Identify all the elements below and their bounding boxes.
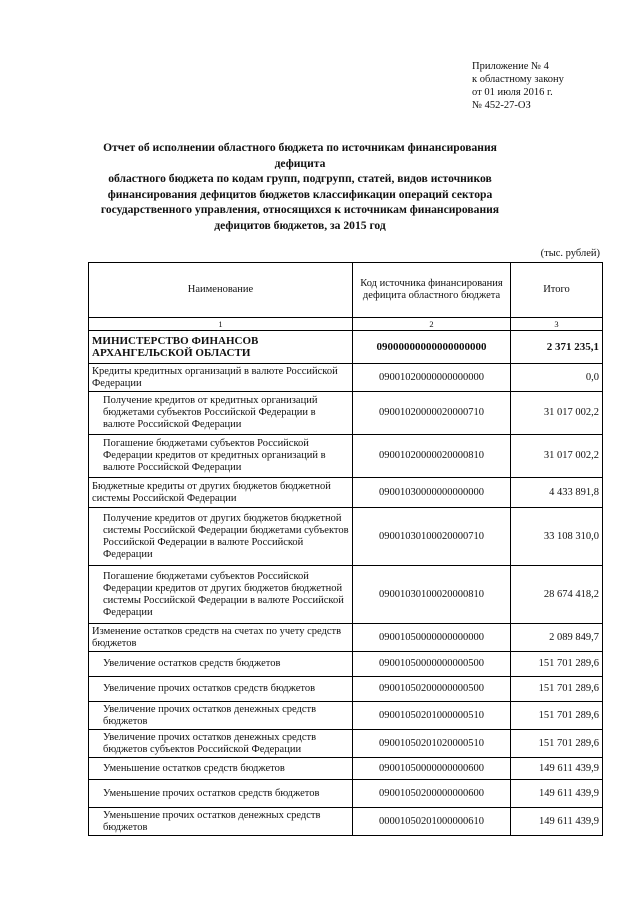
table-row xyxy=(89,808,603,836)
table-row xyxy=(89,392,603,435)
row-total: 149 611 439,9 xyxy=(511,780,603,808)
row-total: 151 701 289,6 xyxy=(511,702,603,730)
appendix-line: от 01 июля 2016 г. xyxy=(472,87,553,98)
row-code: 09001030100020000710 xyxy=(353,508,511,566)
row-total: 33 108 310,0 xyxy=(511,508,603,566)
report-title xyxy=(80,140,520,233)
row-name: Погашение бюджетами субъектов Российской Федерации кредитов от кредитных организаций в валюте Российской Федерации xyxy=(89,435,353,478)
units-label: (тыс. рублей) xyxy=(540,248,600,259)
row-code: 09001020000020000710 xyxy=(353,392,511,435)
row-name: Увеличение прочих остатков денежных средств бюджетов субъектов Российской Федерации xyxy=(89,730,353,758)
table-header-row xyxy=(89,263,603,318)
column-number-row xyxy=(89,318,603,331)
table-row xyxy=(89,331,603,364)
row-name: Изменение остатков средств на счетах по учету средств бюджетов xyxy=(89,624,353,652)
row-total: 149 611 439,9 xyxy=(511,758,603,780)
title-line: государственного управления, относящихся к источникам финансирования xyxy=(100,203,500,216)
row-code: 00001050201000000610 xyxy=(353,808,511,836)
table-row xyxy=(89,730,603,758)
table-row xyxy=(89,758,603,780)
row-name: МИНИСТЕРСТВО ФИНАНСОВ АРХАНГЕЛЬСКОЙ ОБЛАСТИ xyxy=(89,331,353,364)
appendix-line: Приложение № 4 xyxy=(472,61,549,72)
report-table xyxy=(88,262,603,836)
row-name: Уменьшение прочих остатков средств бюджетов xyxy=(89,780,353,808)
title-line: областного бюджета по кодам групп, подгрупп, статей, видов источников xyxy=(108,172,492,185)
table-row xyxy=(89,780,603,808)
column-number: 2 xyxy=(353,318,511,331)
column-number: 1 xyxy=(89,318,353,331)
table-row xyxy=(89,508,603,566)
row-name: Увеличение прочих остатков средств бюджетов xyxy=(89,677,353,702)
row-code: 09001020000020000810 xyxy=(353,435,511,478)
row-total: 31 017 002,2 xyxy=(511,435,603,478)
row-name: Уменьшение прочих остатков денежных средств бюджетов xyxy=(89,808,353,836)
row-total: 151 701 289,6 xyxy=(511,652,603,677)
header-name: Наименование xyxy=(89,263,353,318)
appendix-block xyxy=(472,60,564,112)
row-name: Кредиты кредитных организаций в валюте Российской Федерации xyxy=(89,364,353,392)
header-code: Код источника финансирования дефицита областного бюджета xyxy=(353,263,511,318)
row-total: 28 674 418,2 xyxy=(511,566,603,624)
row-code: 09001050000000000000 xyxy=(353,624,511,652)
row-name: Получение кредитов от других бюджетов бюджетной системы Российской Федерации бюджетами субъектов Российской Федерации в валюте Российской Федерации xyxy=(89,508,353,566)
row-total: 31 017 002,2 xyxy=(511,392,603,435)
table-row xyxy=(89,478,603,508)
row-total: 0,0 xyxy=(511,364,603,392)
title-line: дефицитов бюджетов, за 2015 год xyxy=(214,218,386,232)
row-total: 151 701 289,6 xyxy=(511,730,603,758)
appendix-line: № 452-27-ОЗ xyxy=(472,100,531,111)
table-row xyxy=(89,435,603,478)
row-code: 09001020000000000000 xyxy=(353,364,511,392)
row-name: Увеличение прочих остатков денежных средств бюджетов xyxy=(89,702,353,730)
row-code: 09001050201020000510 xyxy=(353,730,511,758)
row-total: 2 089 849,7 xyxy=(511,624,603,652)
table-row xyxy=(89,566,603,624)
table-row xyxy=(89,702,603,730)
row-name: Получение кредитов от кредитных организаций бюджетами субъектов Российской Федерации в валюте Российской Федерации xyxy=(89,392,353,435)
table-row xyxy=(89,364,603,392)
row-total: 151 701 289,6 xyxy=(511,677,603,702)
header-total: Итого xyxy=(511,263,603,318)
row-name: Погашение бюджетами субъектов Российской Федерации кредитов от других бюджетов бюджетной системы Российской Федерации в валюте Российской Федерации xyxy=(89,566,353,624)
appendix-line: к областному закону xyxy=(472,74,564,85)
row-code: 09001030000000000000 xyxy=(353,478,511,508)
row-code: 09001050200000000600 xyxy=(353,780,511,808)
row-code: 09001050000000000600 xyxy=(353,758,511,780)
row-code: 09001050200000000500 xyxy=(353,677,511,702)
row-total: 2 371 235,1 xyxy=(511,331,603,364)
row-code: 09000000000000000000 xyxy=(353,331,511,364)
row-code: 09001050201000000510 xyxy=(353,702,511,730)
row-name: Бюджетные кредиты от других бюджетов бюджетной системы Российской Федерации xyxy=(89,478,353,508)
row-code: 09001050000000000500 xyxy=(353,652,511,677)
row-total: 4 433 891,8 xyxy=(511,478,603,508)
row-code: 09001030100020000810 xyxy=(353,566,511,624)
row-total: 149 611 439,9 xyxy=(511,808,603,836)
table-row xyxy=(89,624,603,652)
table-row xyxy=(89,652,603,677)
title-line: Отчет об исполнении областного бюджета по источникам финансирования дефицита xyxy=(103,141,497,170)
row-name: Увеличение остатков средств бюджетов xyxy=(89,652,353,677)
row-name: Уменьшение остатков средств бюджетов xyxy=(89,758,353,780)
title-line: финансирования дефицитов бюджетов классификации операций сектора xyxy=(107,187,493,201)
column-number: 3 xyxy=(511,318,603,331)
table-row xyxy=(89,677,603,702)
